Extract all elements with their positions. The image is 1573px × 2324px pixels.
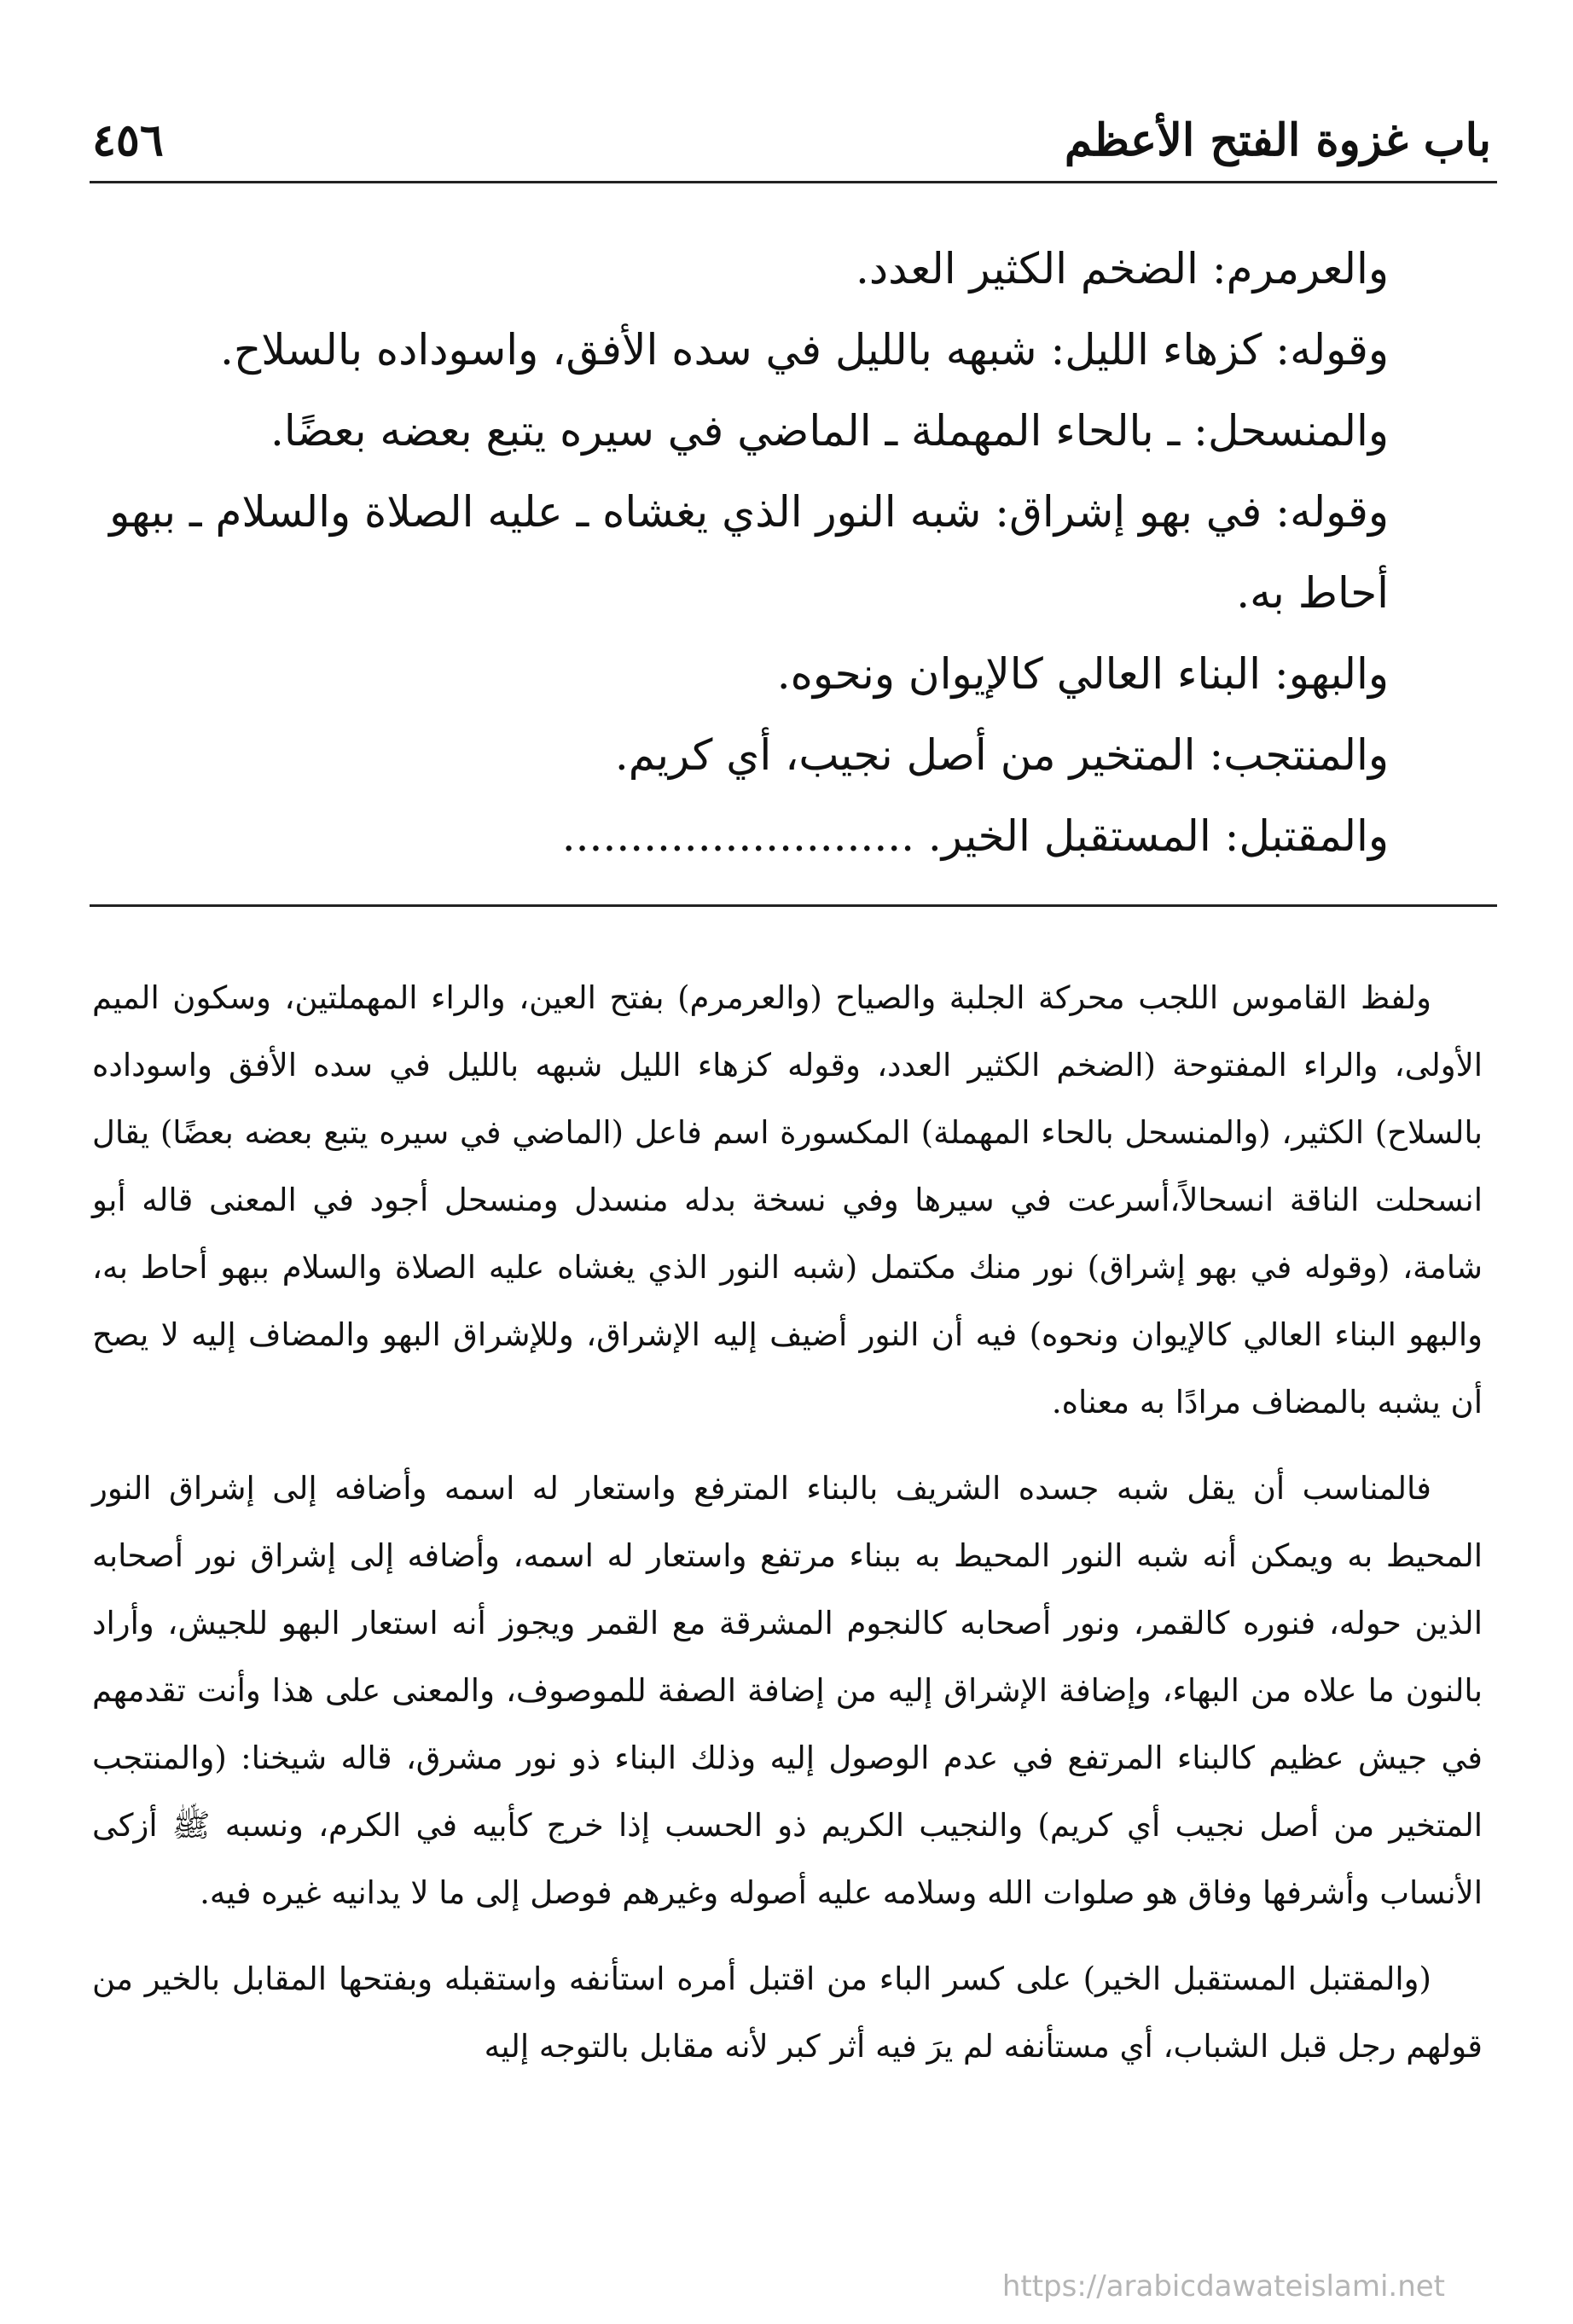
- glossary-section: [92, 229, 1389, 877]
- glossary-line: والمنتجب: المتخير من أصل نجيب، أي كريم.: [614, 730, 1389, 780]
- watermark-url: https://arabicdawateislami.net: [1001, 2269, 1445, 2304]
- header-divider: [90, 181, 1497, 183]
- glossary-line: وقوله: كزهاء الليل: شبهه بالليل في سده الأفق، واسوداده بالسلاح.: [220, 325, 1389, 375]
- glossary-line: وقوله: في بهو إشراق: شبه النور الذي يغشاه ـ عليه الصلاة والسلام ـ ببهو أحاط به.: [109, 487, 1389, 618]
- commentary-section: [92, 964, 1483, 2099]
- section-divider: [90, 904, 1497, 907]
- commentary-paragraph: (والمقتبل المستقبل الخير) على كسر الباء من اقتبل أمره استأنفه واستقبله وبفتحها المقابل بالخير من قولهم رجل قبل الشباب، أي مستأنفه لم يرَ فيه أثر كبر لأنه مقابل بالتوجه إليه: [92, 1961, 1483, 2065]
- page-number: ٤٥٦: [92, 114, 164, 166]
- commentary-paragraph: فالمناسب أن يقل شبه جسده الشريف بالبناء المترفع واستعار له اسمه وأضافه إلى إشراق النور المحيط به ويمكن أنه شبه النور المحيط به ببناء مرتفع واستعار له اسمه، وأضافه إلى إشراق نور أصحابه الذين حوله، فنوره كالقمر، ونور أصحابه كالنجوم المشرقة مع القمر ويجوز أنه استعار البهو للجيش، وأراد بالنون ما علاه من البهاء، وإضافة الإشراق إليه من إضافة الصفة للموصوف، والمعنى على هذا وأنت تقدمهم في جيش عظيم كالبناء المرتفع في عدم الوصول إليه وذلك البناء ذو نور مشرق، قاله شيخنا: (والمنتجب المتخير من أصل نجيب أي كريم) والنجيب الكريم ذو الحسب إذا خرج كأبيه في الكرم، ونسبه ﷺ أزكى الأنساب وأشرفها وفاق هو صلوات الله وسلامه عليه أصوله وغيرهم فوصل إلى ما لا يدانيه غيره فيه.: [92, 1470, 1483, 1911]
- glossary-line: والبهو: البناء العالي كالإيوان ونحوه.: [776, 649, 1389, 699]
- dotted-leader: ..........................: [561, 811, 914, 861]
- page-header: [92, 102, 1491, 179]
- glossary-line: والعرمرم: الضخم الكثير العدد.: [855, 244, 1389, 293]
- glossary-line: والمنسحل: ـ بالحاء المهملة ـ الماضي في سيره يتبع بعضه بعضًا.: [270, 406, 1389, 456]
- commentary-paragraph: ولفظ القاموس اللجب محركة الجلبة والصياح (والعرمرم) بفتح العين، والراء المهملتين، وسكون الميم الأولى، والراء المفتوحة (الضخم الكثير العدد، وقوله كزهاء الليل شبهه بالليل في سده الأفق واسوداده بالسلاح) الكثير، (والمنسحل بالحاء المهملة) المكسورة اسم فاعل (الماضي في سيره يتبع بعضه بعضًا) يقال انسحلت الناقة انسحالاً،أسرعت في سيرها وفي نسخة بدله منسدل ومنسحل أجود في المعنى قاله أبو شامة، (وقوله في بهو إشراق) نور منك مكتمل (شبه النور الذي يغشاه عليه الصلاة والسلام ببهو أحاط به، والبهو البناء العالي كالإيوان ونحوه) فيه أن النور أضيف إليه الإشراق، وللإشراق البهو والمضاف إليه لا يصح أن يشبه بالمضاف مرادًا به معناه.: [92, 979, 1483, 1421]
- glossary-text: والمقتبل: المستقبل الخير.: [927, 811, 1389, 861]
- chapter-title: باب غزوة الفتح الأعظم: [1064, 114, 1491, 166]
- glossary-line-last: [92, 796, 1389, 877]
